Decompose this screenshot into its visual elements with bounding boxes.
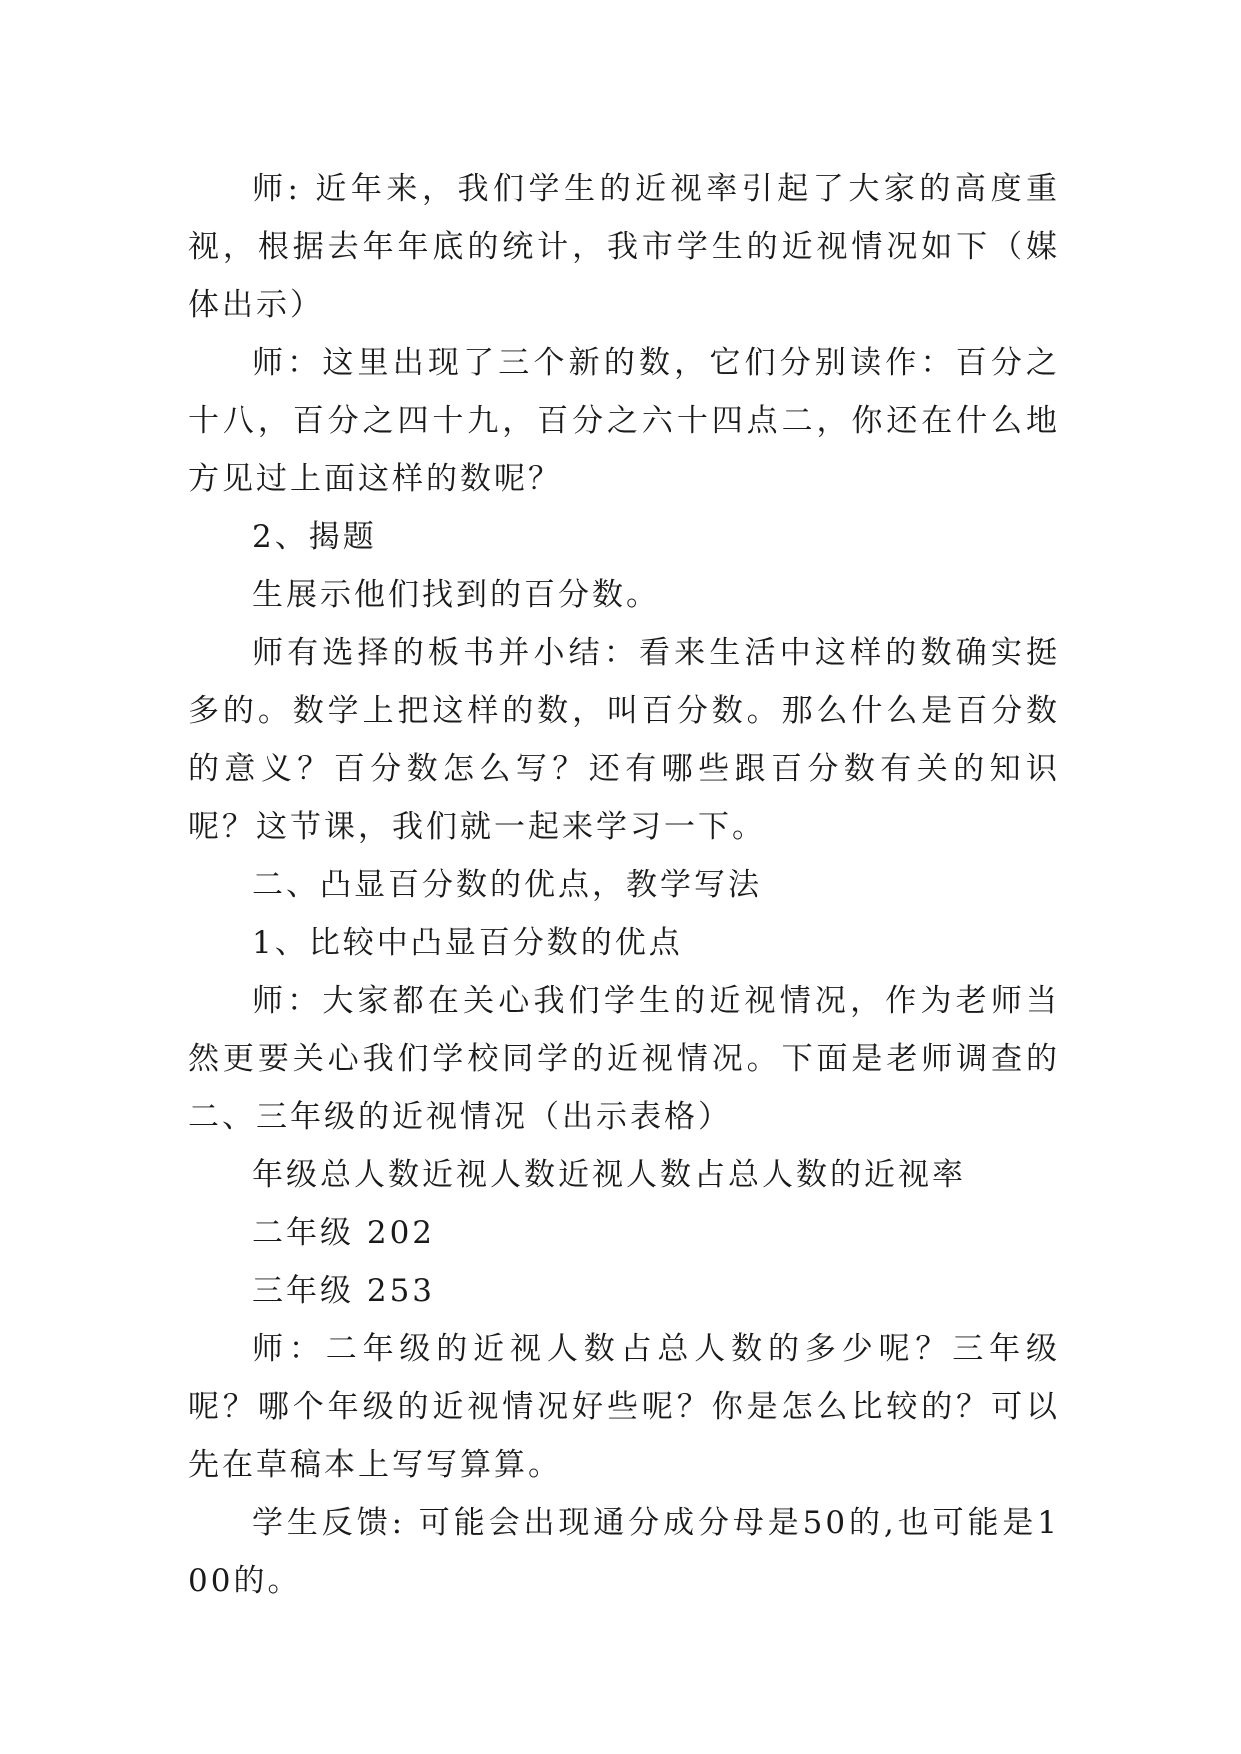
- paragraph-topic-heading: 2、揭题: [252, 519, 377, 555]
- paragraph-section-heading: 二、凸显百分数的优点，教学写法: [252, 867, 762, 903]
- paragraph-teacher-question: 师：二年级的近视人数占总人数的多少呢？三年级呢？哪个年级的近视情况好些呢？你是怎么比较的？可以先在草稿本上写写算算。: [188, 1331, 1060, 1483]
- paragraph-subsection-heading: 1、比较中凸显百分数的优点: [252, 925, 683, 961]
- paragraph-teacher-survey: 师：大家都在关心我们学生的近视情况，作为老师当然更要关心我们学校同学的近视情况。下面是老师调查的二、三年级的近视情况（出示表格）: [188, 983, 1060, 1135]
- paragraph-teacher-reading: 师：这里出现了三个新的数，它们分别读作：百分之十八，百分之四十九，百分之六十四点二，你还在什么地方见过上面这样的数呢？: [188, 345, 1060, 497]
- document-body: [188, 160, 1060, 1610]
- paragraph-table-row-grade3: 三年级 253: [252, 1273, 436, 1309]
- paragraph-student-feedback: 学生反馈: 可能会出现通分成分母是50的,也可能是100的。: [188, 1505, 1060, 1599]
- paragraph-teacher-intro: 师: 近年来，我们学生的近视率引起了大家的高度重视，根据去年年底的统计，我市学生的近视情况如下（媒体出示）: [188, 171, 1060, 323]
- paragraph-table-header: 年级总人数近视人数近视人数占总人数的近视率: [252, 1157, 966, 1193]
- paragraph-table-row-grade2: 二年级 202: [252, 1215, 436, 1251]
- paragraph-teacher-summary: 师有选择的板书并小结：看来生活中这样的数确实挺多的。数学上把这样的数，叫百分数。那么什么是百分数的意义？百分数怎么写？还有哪些跟百分数有关的知识呢？这节课，我们就一起来学习一下。: [188, 635, 1060, 845]
- paragraph-student-show: 生展示他们找到的百分数。: [252, 577, 660, 613]
